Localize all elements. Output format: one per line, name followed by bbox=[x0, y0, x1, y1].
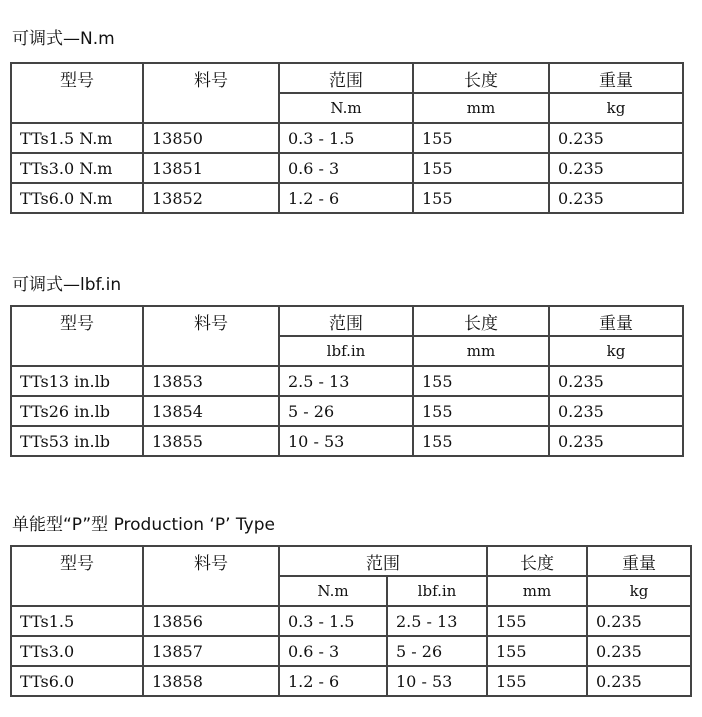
header-length: 长度 bbox=[487, 546, 587, 576]
cell-range-nm: 0.3 - 1.5 bbox=[279, 606, 387, 636]
header-part-number: 料号 bbox=[143, 546, 279, 606]
unit-weight: kg bbox=[549, 336, 683, 366]
section-title-production-p: 单能型“P”型 Production ‘P’ Type bbox=[12, 515, 275, 535]
table-row bbox=[11, 636, 691, 666]
cell-range: 10 - 53 bbox=[279, 426, 413, 456]
table-row bbox=[11, 183, 683, 213]
table-row bbox=[11, 666, 691, 696]
header-model: 型号 bbox=[11, 306, 143, 366]
header-model: 型号 bbox=[11, 546, 143, 606]
cell-range: 5 - 26 bbox=[279, 396, 413, 426]
header-weight: 重量 bbox=[587, 546, 691, 576]
cell-length: 155 bbox=[413, 183, 549, 213]
cell-part: 13851 bbox=[143, 153, 279, 183]
header-part-number: 料号 bbox=[143, 63, 279, 123]
cell-model: TTs3.0 bbox=[11, 636, 143, 666]
header-range: 范围 bbox=[279, 546, 487, 576]
cell-length: 155 bbox=[413, 426, 549, 456]
table-row bbox=[11, 606, 691, 636]
cell-model: TTs1.5 N.m bbox=[11, 123, 143, 153]
table-production-p bbox=[10, 545, 692, 697]
cell-weight: 0.235 bbox=[549, 396, 683, 426]
cell-range-lbfin: 2.5 - 13 bbox=[387, 606, 487, 636]
unit-range-nm: N.m bbox=[279, 576, 387, 606]
cell-range: 0.6 - 3 bbox=[279, 153, 413, 183]
cell-length: 155 bbox=[413, 153, 549, 183]
cell-length: 155 bbox=[487, 636, 587, 666]
unit-length: mm bbox=[413, 93, 549, 123]
cell-range: 1.2 - 6 bbox=[279, 183, 413, 213]
cell-weight: 0.235 bbox=[587, 636, 691, 666]
cell-range-lbfin: 5 - 26 bbox=[387, 636, 487, 666]
header-weight: 重量 bbox=[549, 306, 683, 336]
cell-part: 13856 bbox=[143, 606, 279, 636]
cell-range: 0.3 - 1.5 bbox=[279, 123, 413, 153]
unit-weight: kg bbox=[587, 576, 691, 606]
cell-range: 2.5 - 13 bbox=[279, 366, 413, 396]
cell-weight: 0.235 bbox=[549, 123, 683, 153]
table-adjustable-nm bbox=[10, 62, 684, 214]
cell-weight: 0.235 bbox=[549, 153, 683, 183]
cell-range-nm: 1.2 - 6 bbox=[279, 666, 387, 696]
cell-part: 13858 bbox=[143, 666, 279, 696]
cell-length: 155 bbox=[487, 666, 587, 696]
cell-part: 13857 bbox=[143, 636, 279, 666]
unit-length: mm bbox=[413, 336, 549, 366]
cell-part: 13853 bbox=[143, 366, 279, 396]
cell-model: TTs6.0 N.m bbox=[11, 183, 143, 213]
unit-weight: kg bbox=[549, 93, 683, 123]
unit-range-lbfin: lbf.in bbox=[387, 576, 487, 606]
cell-range-nm: 0.6 - 3 bbox=[279, 636, 387, 666]
header-range: 范围 bbox=[279, 63, 413, 93]
cell-part: 13852 bbox=[143, 183, 279, 213]
table-row bbox=[11, 396, 683, 426]
cell-range-lbfin: 10 - 53 bbox=[387, 666, 487, 696]
header-part-number: 料号 bbox=[143, 306, 279, 366]
cell-weight: 0.235 bbox=[587, 666, 691, 696]
unit-range: lbf.in bbox=[279, 336, 413, 366]
table-row bbox=[11, 123, 683, 153]
unit-range: N.m bbox=[279, 93, 413, 123]
cell-length: 155 bbox=[413, 123, 549, 153]
table-row bbox=[11, 426, 683, 456]
table-adjustable-lbfin bbox=[10, 305, 684, 457]
header-weight: 重量 bbox=[549, 63, 683, 93]
header-length: 长度 bbox=[413, 63, 549, 93]
cell-weight: 0.235 bbox=[549, 426, 683, 456]
header-length: 长度 bbox=[413, 306, 549, 336]
cell-length: 155 bbox=[413, 366, 549, 396]
cell-part: 13855 bbox=[143, 426, 279, 456]
cell-weight: 0.235 bbox=[549, 366, 683, 396]
table-row bbox=[11, 366, 683, 396]
cell-length: 155 bbox=[413, 396, 549, 426]
cell-length: 155 bbox=[487, 606, 587, 636]
cell-part: 13854 bbox=[143, 396, 279, 426]
cell-weight: 0.235 bbox=[587, 606, 691, 636]
cell-model: TTs1.5 bbox=[11, 606, 143, 636]
cell-model: TTs3.0 N.m bbox=[11, 153, 143, 183]
cell-model: TTs6.0 bbox=[11, 666, 143, 696]
section-title-lbfin: 可调式—lbf.in bbox=[12, 275, 122, 295]
cell-model: TTs53 in.lb bbox=[11, 426, 143, 456]
section-title-nm: 可调式—N.m bbox=[12, 29, 115, 49]
header-range: 范围 bbox=[279, 306, 413, 336]
cell-model: TTs26 in.lb bbox=[11, 396, 143, 426]
unit-length: mm bbox=[487, 576, 587, 606]
cell-model: TTs13 in.lb bbox=[11, 366, 143, 396]
cell-part: 13850 bbox=[143, 123, 279, 153]
cell-weight: 0.235 bbox=[549, 183, 683, 213]
table-row bbox=[11, 153, 683, 183]
header-model: 型号 bbox=[11, 63, 143, 123]
